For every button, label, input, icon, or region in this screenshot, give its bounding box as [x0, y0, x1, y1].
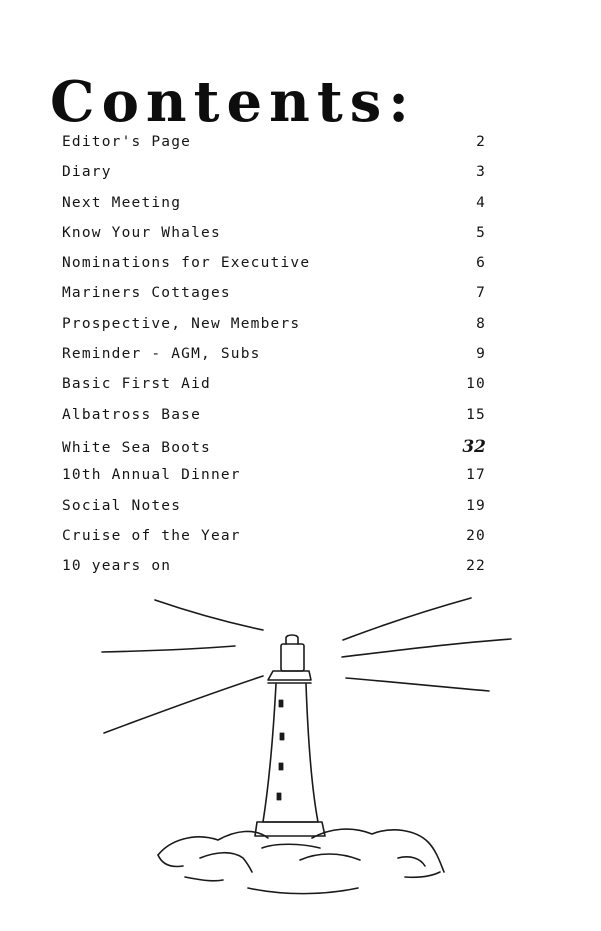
- toc-entry-label: 10 years on: [62, 558, 172, 575]
- lighthouse-window: [279, 763, 283, 770]
- toc-entry-page: 3: [476, 164, 486, 181]
- toc-entry-label: Nominations for Executive: [62, 255, 311, 272]
- toc-entry-page: 15: [466, 406, 486, 423]
- rocks-outline: [200, 853, 252, 872]
- toc-entry: [62, 558, 486, 588]
- toc-entry: [62, 164, 486, 194]
- toc-entry-label: Mariners Cottages: [62, 285, 231, 302]
- lighthouse-window: [277, 793, 281, 800]
- toc-entry-label: 10th Annual Dinner: [62, 467, 241, 484]
- toc-entry-page: 10: [466, 376, 486, 393]
- lighthouse-finial: [286, 635, 298, 644]
- rocks-outline: [405, 872, 440, 877]
- toc-entry: [62, 437, 486, 467]
- toc-entry: [62, 195, 486, 225]
- page-title: Contents:: [50, 68, 416, 135]
- toc-entry-label: Reminder - AGM, Subs: [62, 346, 261, 363]
- toc-entry-label: Prospective, New Members: [62, 315, 301, 332]
- light-beam-left-top: [155, 600, 263, 630]
- toc-entry: [62, 346, 486, 376]
- toc-entry: [62, 528, 486, 558]
- rocks-outline: [158, 831, 268, 855]
- toc-entry-page: 22: [466, 558, 486, 575]
- toc-entry: [62, 134, 486, 164]
- toc-entry-page: 19: [466, 497, 486, 514]
- toc-entry-page: 20: [466, 527, 486, 544]
- toc-entry: [62, 407, 486, 437]
- lighthouse-window: [279, 700, 283, 707]
- toc-entry-page: 8: [476, 315, 486, 332]
- toc-entry-page-handwritten: 32: [462, 436, 486, 457]
- toc-entry-label: Albatross Base: [62, 406, 202, 423]
- toc-entry-page: 5: [476, 224, 486, 241]
- light-beam-left-middle: [102, 646, 235, 652]
- lighthouse-tower: [263, 684, 318, 822]
- toc-entry-label: Diary: [62, 164, 112, 181]
- toc-entry: [62, 467, 486, 497]
- table-of-contents: [62, 134, 486, 588]
- lighthouse-lantern: [281, 644, 304, 671]
- toc-entry-label: Editor's Page: [62, 134, 192, 150]
- toc-entry: [62, 255, 486, 285]
- toc-entry-label: Cruise of the Year: [62, 527, 241, 544]
- light-beam-left-bottom: [104, 676, 263, 733]
- rocks-outline: [262, 844, 320, 848]
- lighthouse-window: [280, 733, 284, 740]
- toc-entry-page: 6: [476, 255, 486, 272]
- toc-entry-label: Basic First Aid: [62, 376, 211, 393]
- light-beam-right-middle: [342, 639, 511, 657]
- toc-entry-page: 7: [476, 285, 486, 302]
- light-beam-right-bottom: [346, 678, 489, 691]
- toc-entry-page: 9: [476, 346, 486, 363]
- toc-entry-page: 4: [476, 194, 486, 211]
- lighthouse-illustration: [0, 590, 601, 920]
- toc-entry-label: Next Meeting: [62, 194, 182, 211]
- toc-entry: [62, 376, 486, 406]
- rocks-outline: [398, 857, 425, 866]
- toc-entry: [62, 498, 486, 528]
- rocks-outline: [185, 877, 223, 881]
- lighthouse-gallery: [268, 671, 311, 680]
- light-beam-right-top: [343, 598, 471, 640]
- toc-entry-label: Social Notes: [62, 497, 182, 514]
- toc-entry-page: 17: [466, 467, 486, 484]
- rocks-outline: [248, 888, 358, 894]
- toc-entry: [62, 225, 486, 255]
- toc-entry-label: White Sea Boots: [62, 439, 211, 456]
- toc-entry: [62, 285, 486, 315]
- rocks-outline: [300, 854, 360, 860]
- toc-entry-page: 2: [476, 134, 486, 150]
- toc-entry: [62, 316, 486, 346]
- rocks-outline: [158, 855, 183, 867]
- lighthouse-base: [255, 822, 325, 836]
- toc-entry-label: Know Your Whales: [62, 224, 221, 241]
